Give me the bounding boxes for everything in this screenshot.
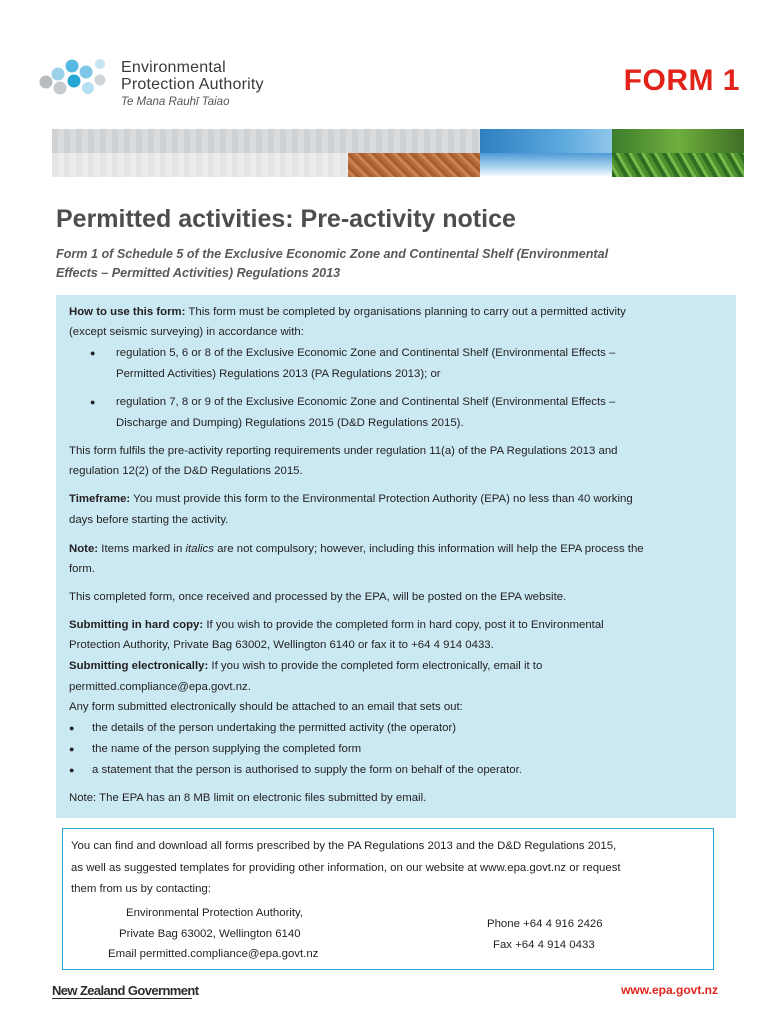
electronic-text: If you wish to provide the completed form electronically, email it to [208,660,543,672]
subtitle-line1: Form 1 of Schedule 5 of the Exclusive Economic Zone and Continental Shelf (Environmental [56,247,609,261]
contact-phone: Phone +64 4 916 2426 [487,918,603,930]
how-to-use-label: How to use this form: [69,306,186,318]
note-label: Note: [69,543,99,555]
banner-sand-image [348,153,480,177]
page-title: Permitted activities: Pre-activity notice [56,205,516,233]
banner-sky-image [480,153,612,177]
how-to-use-line1 [69,306,626,318]
timeframe-line2: days before starting the activity. [69,514,229,526]
fulfils-line1: This form fulfils the pre-activity reporting requirements under regulation 11(a) of the PA Regulations 2013 and [69,445,618,457]
how-to-use-line2: (except seismic surveying) in accordance with: [69,326,304,338]
contact-box [62,828,714,970]
address-line2: Private Bag 63002, Wellington 6140 [119,928,301,940]
hardcopy-line1 [69,619,604,631]
contact-intro-line1: You can find and download all forms prescribed by the PA Regulations 2013 and the D&D Regulations 2015, [71,840,617,852]
banner-fern-image [612,129,744,153]
hardcopy-line2: Protection Authority, Private Bag 63002, Wellington 6140 or fax it to +64 4 914 0433. [69,639,494,651]
electronic-line1 [69,660,542,672]
note-text-a: Items marked in [98,543,186,555]
note-italics: italics [185,543,214,555]
bullet-icon: ● [69,723,75,733]
fulfils-line2: regulation 12(2) of the D&D Regulations 2015. [69,465,303,477]
form-number: FORM 1 [623,64,740,97]
how-to-use-text: This form must be completed by organisations planning to carry out a permitted activity [185,306,626,318]
bullet-icon: ● [69,744,75,754]
regulation-bullet2-line1: regulation 7, 8 or 9 of the Exclusive Economic Zone and Continental Shelf (Environmental Effects – [116,396,616,408]
address-line1: Environmental Protection Authority, [126,907,304,919]
note-text-b: are not compulsory; however, including this information will help the EPA process the [213,543,644,555]
nz-government-underline [52,998,192,999]
bullet-icon: ● [90,397,96,407]
contact-email[interactable]: Email permitted.compliance@epa.govt.nz [108,948,319,960]
regulation-bullet1-line1: regulation 5, 6 or 8 of the Exclusive Economic Zone and Continental Shelf (Environmental Effects – [116,347,616,359]
file-limit-note: Note: The EPA has an 8 MB limit on electronic files submitted by email. [69,792,427,804]
timeframe-label: Timeframe: [69,493,131,505]
subtitle-line2: Effects – Permitted Activities) Regulations 2013 [56,266,341,280]
website-link[interactable]: www.epa.govt.nz [621,983,718,997]
email-bullet-3: a statement that the person is authorised to supply the form on behalf of the operator. [92,764,522,776]
contact-intro-line3: them from us by contacting: [71,883,211,895]
regulation-bullet1-line2: Permitted Activities) Regulations 2013 (PA Regulations 2013); or [116,368,441,380]
org-name-line2: Protection Authority [121,76,264,93]
bullet-icon: ● [69,765,75,775]
hardcopy-label: Submitting in hard copy: [69,619,204,631]
contact-fax: Fax +64 4 914 0433 [493,939,595,951]
attached-text: Any form submitted electronically should be attached to an email that sets out: [69,701,463,713]
bullet-icon: ● [90,348,96,358]
header-banner [52,129,744,177]
regulation-bullet2-line2: Discharge and Dumping) Regulations 2015 (D&D Regulations 2015). [116,417,464,429]
electronic-email-link[interactable]: permitted.compliance@epa.govt.nz. [69,681,251,693]
electronic-label: Submitting electronically: [69,660,209,672]
email-bullet-1: the details of the person undertaking the permitted activity (the operator) [92,722,457,734]
hardcopy-text: If you wish to provide the completed form in hard copy, post it to Environmental [203,619,604,631]
timeframe-text: You must provide this form to the Environmental Protection Authority (EPA) no less than 40 working [130,493,633,505]
nz-government-logo: New Zealand Government [52,983,199,998]
contact-intro-line2: as well as suggested templates for providing other information, on our website at www.epa.govt.nz or request [71,862,621,874]
note-line1 [69,543,644,555]
posted-text: This completed form, once received and processed by the EPA, will be posted on the EPA website. [69,591,567,603]
timeframe-line1 [69,493,633,505]
email-bullet-2: the name of the person supplying the completed form [92,743,362,755]
org-name-line1: Environmental [121,59,226,76]
banner-grey-band [52,129,480,153]
banner-ocean-image [480,129,612,153]
banner-leaf-image [612,153,744,177]
org-name-maori: Te Mana Rauhī Taiao [121,96,230,108]
note-line2: form. [69,563,95,575]
instructions-box [56,295,736,818]
epa-logo-icon [34,56,114,98]
